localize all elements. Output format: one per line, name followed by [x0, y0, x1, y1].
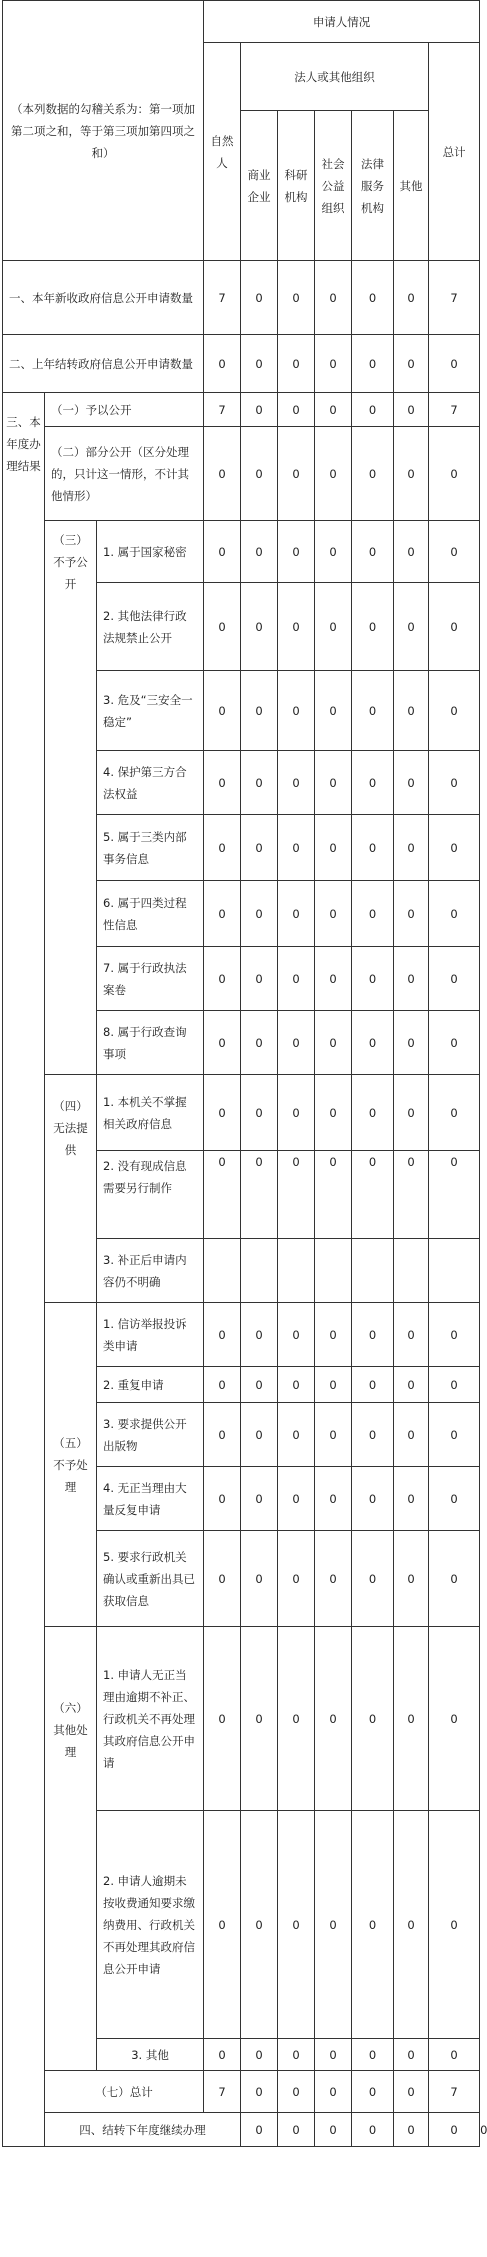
cell: 0 [352, 1303, 394, 1367]
cell: 0 [315, 1075, 352, 1151]
row-label: 5. 要求行政机关确认或重新出具已获取信息 [97, 1531, 204, 1627]
cell: 0 [394, 583, 429, 671]
cell: 0 [278, 2071, 315, 2113]
cell: 0 [204, 1075, 241, 1151]
cell: 0 [315, 261, 352, 335]
cell: 0 [315, 1531, 352, 1627]
row-label-carryover: 二、上年结转政府信息公开申请数量 [3, 335, 204, 393]
cell: 0 [278, 1627, 315, 1811]
cell: 0 [352, 1627, 394, 1811]
cell: 0 [241, 1011, 278, 1075]
cell [352, 1239, 394, 1303]
cell: 0 [241, 1303, 278, 1367]
cell: 0 [241, 427, 278, 521]
cell: 0 [241, 671, 278, 751]
cell: 0 [278, 1531, 315, 1627]
cell: 0 [241, 947, 278, 1011]
cell: 0 [352, 1367, 394, 1403]
cell: 0 [204, 815, 241, 881]
cell: 0 [394, 947, 429, 1011]
cell: 0 [241, 1403, 278, 1467]
cell [394, 1239, 429, 1303]
cell: 0 [278, 751, 315, 815]
cell: 0 [204, 521, 241, 583]
cell: 0 [241, 1531, 278, 1627]
cell: 0 [352, 671, 394, 751]
cell: 0 [315, 1403, 352, 1467]
cell: 0 [241, 261, 278, 335]
cell: 0 [352, 815, 394, 881]
cell: 0 [429, 427, 480, 521]
cell: 0 [394, 1011, 429, 1075]
cell: 0 [278, 2113, 315, 2147]
cell: 0 [429, 1467, 480, 1531]
cell: 0 [394, 1467, 429, 1531]
cell: 0 [394, 521, 429, 583]
cell [278, 1239, 315, 1303]
cell: 0 [204, 583, 241, 671]
cell: 0 [278, 1403, 315, 1467]
cell: 0 [315, 583, 352, 671]
cell: 0 [394, 671, 429, 751]
cell: 0 [278, 335, 315, 393]
cell: 0 [241, 1467, 278, 1531]
cell: 0 [315, 1151, 352, 1239]
cell: 0 [278, 881, 315, 947]
cell: 7 [204, 393, 241, 427]
cell: 0 [394, 2039, 429, 2071]
cell: 0 [315, 1467, 352, 1531]
cell: 0 [241, 583, 278, 671]
cell: 0 [352, 261, 394, 335]
cell: 0 [394, 2113, 429, 2147]
cell: 0 [204, 2039, 241, 2071]
row-label-partial: （二）部分公开（区分处理的，只计这一情形，不计其他情形） [45, 427, 204, 521]
cell: 0 [315, 815, 352, 881]
cell: 0 [278, 261, 315, 335]
cell: 0 [352, 1075, 394, 1151]
cell: 0 [241, 2071, 278, 2113]
cell: 0 [394, 1403, 429, 1467]
row-label: 2. 没有现成信息需要另行制作 [97, 1151, 204, 1239]
header-subcol: 商业企业 [241, 111, 278, 261]
cell: 0 [204, 671, 241, 751]
cell: 0 [394, 815, 429, 881]
cell: 0 [394, 1531, 429, 1627]
cell: 0 [204, 947, 241, 1011]
cell: 0 [278, 1151, 315, 1239]
cell: 0 [204, 1811, 241, 2039]
cell [429, 1239, 480, 1303]
row-label: 3. 补正后申请内容仍不明确 [97, 1239, 204, 1303]
cell: 0 [315, 1303, 352, 1367]
cell: 0 [315, 427, 352, 521]
cell: 0 [352, 2039, 394, 2071]
cell [315, 1239, 352, 1303]
cell: 0 [204, 1151, 241, 1239]
cell: 0 [394, 427, 429, 521]
cell: 0 [429, 1531, 480, 1627]
cell: 0 [429, 671, 480, 751]
cell: 0 [241, 1075, 278, 1151]
header-subcol: 法律服务机构 [352, 111, 394, 261]
cell: 0 [204, 1011, 241, 1075]
cell: 7 [429, 261, 480, 335]
cell: 0 [394, 1627, 429, 1811]
header-subcol: 科研机构 [278, 111, 315, 261]
cell: 0 [278, 521, 315, 583]
cell: 0 [315, 947, 352, 1011]
cell: 0 [241, 751, 278, 815]
cell: 0 [429, 2039, 480, 2071]
cell: 0 [278, 1367, 315, 1403]
cell: 0 [315, 1367, 352, 1403]
cell: 7 [204, 2071, 241, 2113]
cell: 7 [429, 393, 480, 427]
cell: 0 [204, 751, 241, 815]
cell: 0 [204, 881, 241, 947]
row-label: 2. 申请人逾期未按收费通知要求缴纳费用、行政机关不再处理其政府信息公开申请 [97, 1811, 204, 2039]
row-label: 7. 属于行政执法案卷 [97, 947, 204, 1011]
cell: 0 [429, 1303, 480, 1367]
cell: 0 [315, 881, 352, 947]
cell: 0 [352, 1531, 394, 1627]
row-label: 5. 属于三类内部事务信息 [97, 815, 204, 881]
cell: 0 [278, 1075, 315, 1151]
cell: 0 [429, 2113, 480, 2147]
cell: 0 [352, 393, 394, 427]
row-label: 3. 要求提供公开出版物 [97, 1403, 204, 1467]
cell: 0 [315, 1811, 352, 2039]
row-label: 1. 本机关不掌握相关政府信息 [97, 1075, 204, 1151]
group-label-not-handled: （五）不予处理 [45, 1303, 97, 1627]
cell: 0 [204, 427, 241, 521]
cell: 0 [204, 1367, 241, 1403]
cell: 0 [394, 1367, 429, 1403]
row-label: 4. 无正当理由大量反复申请 [97, 1467, 204, 1531]
cell: 0 [278, 583, 315, 671]
cell: 0 [394, 2071, 429, 2113]
cell: 0 [429, 1811, 480, 2039]
cell: 0 [352, 335, 394, 393]
cell: 0 [394, 335, 429, 393]
cell: 0 [315, 2071, 352, 2113]
cell: 0 [278, 815, 315, 881]
cell: 0 [315, 671, 352, 751]
cell: 0 [429, 947, 480, 1011]
cell: 0 [241, 2113, 278, 2147]
info-disclosure-table: （本列数据的勾稽关系为：第一项加第二项之和，等于第三项加第四项之和） 申请人情况 自然人 法人或其他组织 总计 商业企业 科研机构 社会公益组织 法律服务机构 其他 一、本年新收政府信息公开申请数量 7 0 0 0 0 0 7 二、上年结转政府信息公开申请数量 0 0 0 0 0 0 0 三、本年度办理结果 （一）予以公开 7 0 0 0 0 0 7 （二）部分公开（区分处理的，只计这一情形，不计其他情形） 0 0 0 0 0 0 0 （三）不予公开 1. 属于国家秘密 0 0 0 0 0 0 0 2. 其他法律行政法规禁止公开 0 0 0 0 0 0 0 3. 危及“三安全一稳定” 0 0 0 0 0 0 0 4. 保护第三方合法权益 0 0 0 0 0 0 0 5. 属于三类内部事务信息 0 0 0 0 0 0 0 6. 属于四类过程性信息 0 0 0 0 0 0 0 7. 属于行政执法案卷 0 0 0 0 0 0 0 8. 属于行政查询事项 0 0 0 0 0 0 0 （四）无法提供 1. 本机关不掌握相关政府信息 0 0 0 0 0 0 0 2. 没有现成信息需要另行制作 0 0 0 0 0 0 0 3. 补正后申请内容仍不明确 （五）不予处理 1. 信访举报投诉类申请 0 0 0 0 0 0 0 2. 重复申请 0 0 0 0 0 0 0 3. 要求提供公开出版物 0 0 0 0 0 0 0 4. 无正当理由大量反复申请 0 0 0 0 0 0 0 5. 要求行政机关确认或重新出具已获取信息 0 0 0 0 0 0 0 （六）其他处理 1. 申请人无正当理由逾期不补正、行政机关不再处理其政府信息公开申请 0 0 0 0 0 0 0 2. 申请人逾期未按收费通知要求缴纳费用、行政机关不再处理其政府信息公开申请 0 0 0 0 0 0 0 3. 其他 0 0 0 0 0 0 0 （七）总计 7 0 0 0 0 0 7 四、结转下年度继续办理 0 0 0 0 0 0 0 [2, 0, 480, 2147]
cell: 0 [278, 2039, 315, 2071]
header-applicant: 申请人情况 [204, 1, 480, 43]
cell: 0 [352, 751, 394, 815]
cell: 0 [204, 335, 241, 393]
cell: 0 [315, 393, 352, 427]
row-label: 1. 属于国家秘密 [97, 521, 204, 583]
row-label-total: （七）总计 [45, 2071, 204, 2113]
cell: 0 [241, 335, 278, 393]
cell: 0 [352, 521, 394, 583]
header-natural-person: 自然人 [204, 43, 241, 261]
cell: 0 [394, 393, 429, 427]
header-subcol: 其他 [394, 111, 429, 261]
row-label: 1. 信访举报投诉类申请 [97, 1303, 204, 1367]
cell: 0 [278, 671, 315, 751]
row-label: 6. 属于四类过程性信息 [97, 881, 204, 947]
cell: 0 [352, 427, 394, 521]
cell: 0 [278, 427, 315, 521]
cell: 0 [352, 1811, 394, 2039]
cell: 0 [241, 1367, 278, 1403]
cell: 0 [394, 1811, 429, 2039]
cell: 0 [241, 521, 278, 583]
cell: 0 [352, 1403, 394, 1467]
group-label-other-handling: （六）其他处理 [45, 1627, 97, 2071]
cell: 0 [241, 2039, 278, 2071]
cell: 0 [429, 1367, 480, 1403]
cell: 0 [204, 1403, 241, 1467]
cell: 0 [429, 881, 480, 947]
cell: 0 [352, 1467, 394, 1531]
cell: 0 [241, 815, 278, 881]
row-label: 8. 属于行政查询事项 [97, 1011, 204, 1075]
cell: 0 [204, 1627, 241, 1811]
row-label-new: 一、本年新收政府信息公开申请数量 [3, 261, 204, 335]
section-results-label: 三、本年度办理结果 [3, 393, 45, 2147]
cell: 0 [394, 261, 429, 335]
row-label: 4. 保护第三方合法权益 [97, 751, 204, 815]
cell: 0 [429, 521, 480, 583]
cell: 0 [315, 335, 352, 393]
cell: 0 [204, 1303, 241, 1367]
group-label-withheld: （三）不予公开 [45, 521, 97, 1075]
cell: 0 [352, 1011, 394, 1075]
row-label: 3. 其他 [97, 2039, 204, 2071]
cell: 0 [429, 815, 480, 881]
cell: 0 [241, 1151, 278, 1239]
cell: 0 [241, 1811, 278, 2039]
header-total: 总计 [429, 43, 480, 261]
cell: 0 [278, 393, 315, 427]
row-label-open: （一）予以公开 [45, 393, 204, 427]
cell: 0 [315, 2113, 352, 2147]
cell: 0 [352, 2071, 394, 2113]
cell: 0 [315, 1627, 352, 1811]
cell: 0 [241, 881, 278, 947]
cell: 0 [429, 1075, 480, 1151]
row-label-next-year: 四、结转下年度继续办理 [45, 2113, 241, 2147]
cell: 0 [278, 1303, 315, 1367]
group-label-unavailable: （四）无法提供 [45, 1075, 97, 1303]
cell: 0 [241, 1627, 278, 1811]
header-subcol: 社会公益组织 [315, 111, 352, 261]
cell: 0 [429, 1011, 480, 1075]
cell: 0 [394, 1075, 429, 1151]
cell: 0 [278, 1011, 315, 1075]
row-label: 3. 危及“三安全一稳定” [97, 671, 204, 751]
header-legal-group: 法人或其他组织 [241, 43, 429, 111]
cell: 0 [204, 1531, 241, 1627]
cell: 0 [429, 335, 480, 393]
cell: 0 [315, 521, 352, 583]
cell: 0 [429, 1627, 480, 1811]
cell: 7 [429, 2071, 480, 2113]
cell: 0 [278, 1811, 315, 2039]
cell: 0 [352, 1151, 394, 1239]
header-note: （本列数据的勾稽关系为：第一项加第二项之和，等于第三项加第四项之和） [3, 1, 204, 261]
cell: 0 [394, 881, 429, 947]
cell: 0 [394, 751, 429, 815]
cell: 7 [204, 261, 241, 335]
cell: 0 [278, 947, 315, 1011]
cell: 0 [352, 947, 394, 1011]
cell: 0 [352, 583, 394, 671]
cell: 0 [352, 2113, 394, 2147]
cell: 0 [315, 751, 352, 815]
cell: 0 [429, 1151, 480, 1239]
cell [241, 1239, 278, 1303]
cell: 0 [394, 1151, 429, 1239]
cell: 0 [394, 1303, 429, 1367]
row-label: 1. 申请人无正当理由逾期不补正、行政机关不再处理其政府信息公开申请 [97, 1627, 204, 1811]
cell: 0 [352, 881, 394, 947]
cell [204, 1239, 241, 1303]
cell: 0 [315, 2039, 352, 2071]
cell: 0 [315, 1011, 352, 1075]
cell: 0 [429, 583, 480, 671]
cell: 0 [204, 1467, 241, 1531]
row-label: 2. 其他法律行政法规禁止公开 [97, 583, 204, 671]
cell: 0 [241, 393, 278, 427]
cell: 0 [429, 1403, 480, 1467]
row-label: 2. 重复申请 [97, 1367, 204, 1403]
cell: 0 [429, 751, 480, 815]
cell: 0 [278, 1467, 315, 1531]
